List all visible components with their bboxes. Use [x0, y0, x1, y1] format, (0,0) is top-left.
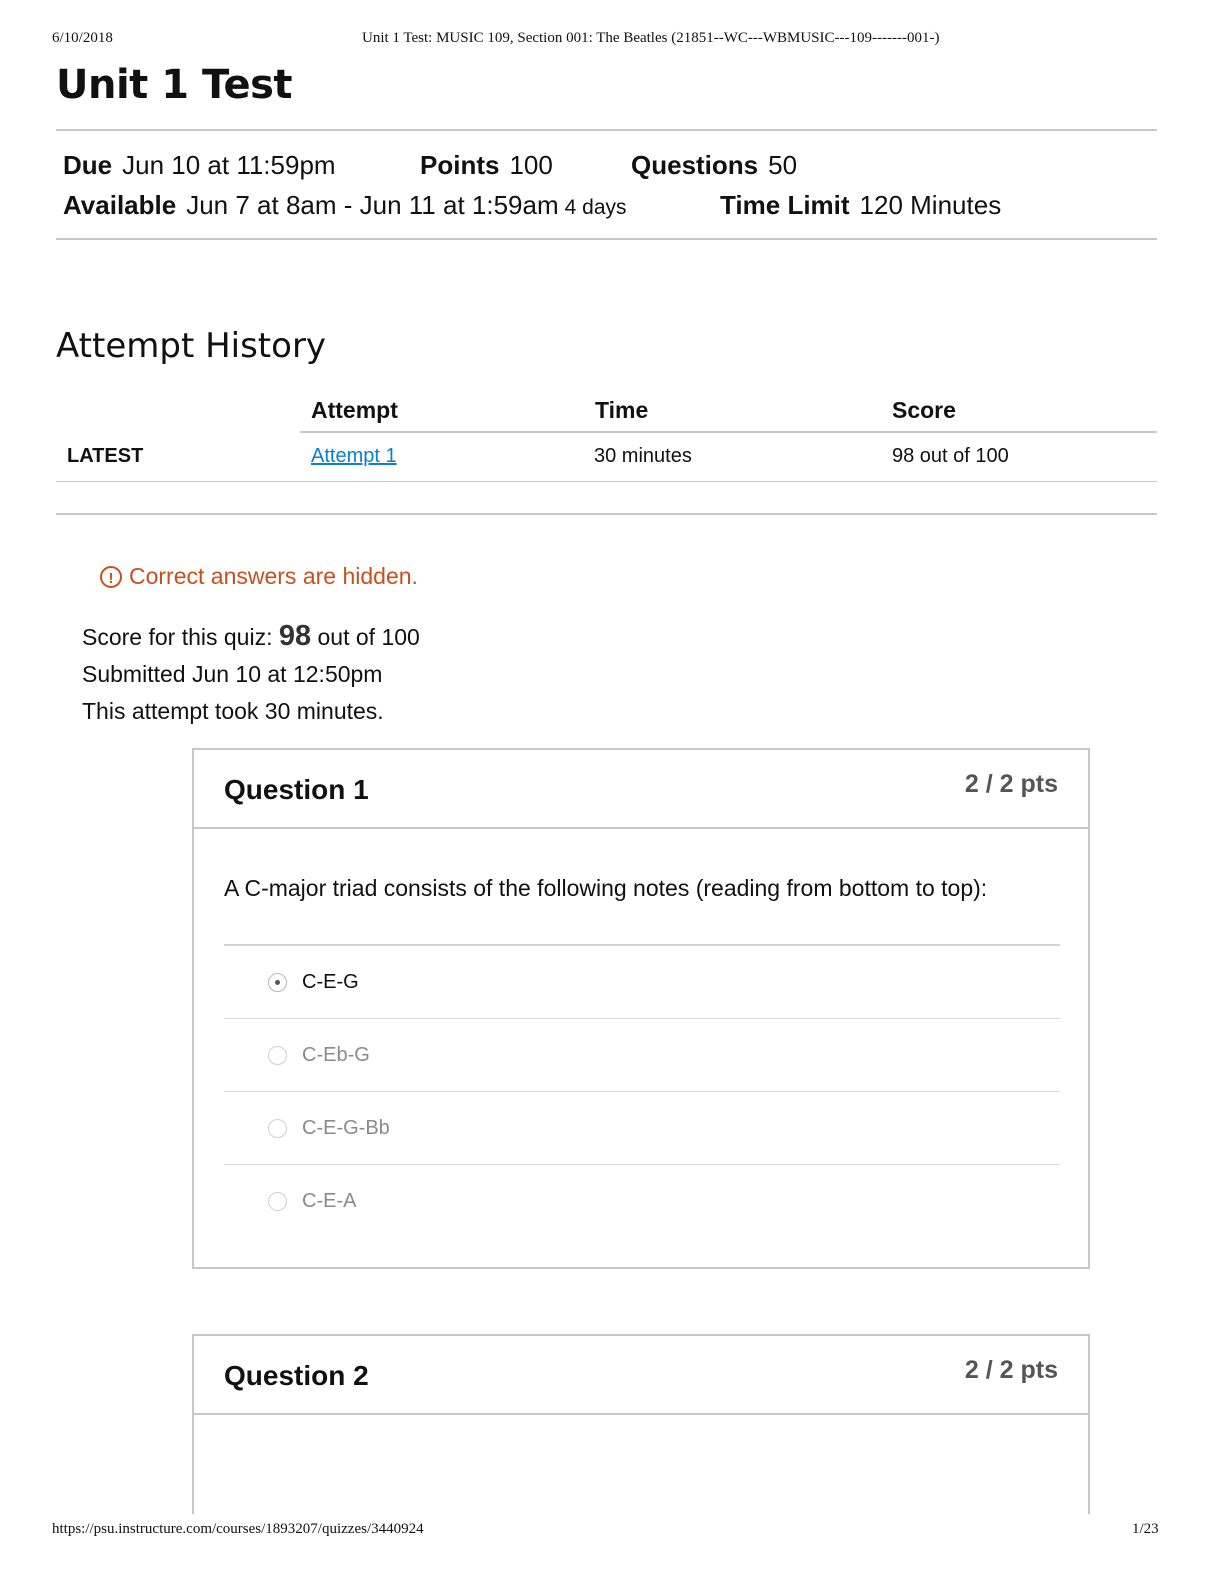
radio-icon[interactable] — [268, 1192, 287, 1211]
print-date: 6/10/2018 — [52, 30, 113, 46]
latest-tag: LATEST — [67, 445, 144, 467]
answer-label: C-E-G-Bb — [302, 1117, 390, 1139]
available-duration: 4 days — [564, 196, 627, 219]
points-label: Points — [420, 150, 500, 180]
info-circle-icon: ! — [100, 566, 122, 588]
print-page-number: 1/23 — [1132, 1521, 1159, 1537]
due-label: Due — [63, 150, 113, 180]
available-label: Available — [63, 190, 177, 220]
column-header-time: Time — [595, 397, 649, 423]
page-title: Unit 1 Test — [56, 62, 293, 108]
question-card — [192, 748, 1090, 1269]
quiz-available — [63, 190, 627, 221]
answer-label: C-E-A — [302, 1190, 357, 1212]
divider — [56, 238, 1157, 240]
answer-divider — [224, 1164, 1060, 1165]
time-limit-value: 120 Minutes — [859, 190, 1002, 220]
print-url: https://psu.instructure.com/courses/1893207/quizzes/3440924 — [52, 1521, 424, 1537]
attempt-duration: This attempt took 30 minutes. — [82, 698, 384, 724]
quiz-time-limit — [720, 190, 1001, 221]
notice-text: Correct answers are hidden. — [129, 563, 418, 589]
attempt-1-link[interactable]: Attempt 1 — [311, 445, 397, 467]
table-row-divider — [56, 481, 1157, 482]
answer-label: C-E-G — [302, 971, 359, 993]
question-title: Question 1 — [224, 774, 369, 805]
attempt-cell — [311, 445, 397, 468]
attempt-score: 98 out of 100 — [892, 445, 1009, 467]
quiz-questions — [631, 150, 797, 181]
answer-option[interactable] — [268, 1190, 356, 1213]
column-header-score: Score — [892, 397, 956, 423]
answer-option[interactable] — [268, 971, 359, 994]
question-points: 2 / 2 pts — [964, 1356, 1058, 1384]
question-title: Question 2 — [224, 1360, 369, 1391]
question-card — [192, 1334, 1090, 1514]
quiz-points — [420, 150, 553, 181]
answer-divider — [224, 1091, 1060, 1092]
question-points: 2 / 2 pts — [964, 770, 1058, 798]
questions-label: Questions — [631, 150, 759, 180]
attempt-time: 30 minutes — [594, 445, 692, 467]
question-header — [194, 750, 1088, 829]
question-header — [194, 1336, 1088, 1415]
attempt-history-heading: Attempt History — [56, 326, 327, 366]
answer-option[interactable] — [268, 1044, 370, 1067]
questions-value: 50 — [768, 150, 798, 180]
quiz-score-line — [82, 620, 420, 653]
print-page-title: Unit 1 Test: MUSIC 109, Section 001: The Beatles (21851--WC---WBMUSIC---109-------001-) — [362, 30, 940, 46]
answer-divider — [224, 944, 1060, 946]
radio-icon[interactable] — [268, 1046, 287, 1065]
points-value: 100 — [509, 150, 553, 180]
time-limit-label: Time Limit — [720, 190, 850, 220]
table-header-divider — [300, 431, 1157, 433]
column-header-attempt: Attempt — [311, 397, 398, 423]
correct-answers-hidden-notice — [100, 563, 418, 590]
score-value: 98 — [278, 620, 312, 652]
question-text: A C-major triad consists of the following notes (reading from bottom to top): — [224, 875, 988, 901]
divider — [56, 129, 1157, 131]
available-value: Jun 7 at 8am - Jun 11 at 1:59am — [186, 190, 559, 220]
score-prefix: Score for this quiz: — [82, 624, 279, 650]
answer-divider — [224, 1018, 1060, 1019]
radio-icon[interactable] — [268, 1119, 287, 1138]
answer-label: C-Eb-G — [302, 1044, 370, 1066]
submitted-time: Submitted Jun 10 at 12:50pm — [82, 661, 383, 687]
divider — [56, 513, 1157, 515]
answer-option[interactable] — [268, 1117, 390, 1140]
quiz-due — [63, 150, 336, 181]
score-suffix: out of 100 — [311, 624, 420, 650]
radio-selected-icon[interactable] — [268, 973, 287, 992]
due-value: Jun 10 at 11:59pm — [122, 150, 336, 180]
